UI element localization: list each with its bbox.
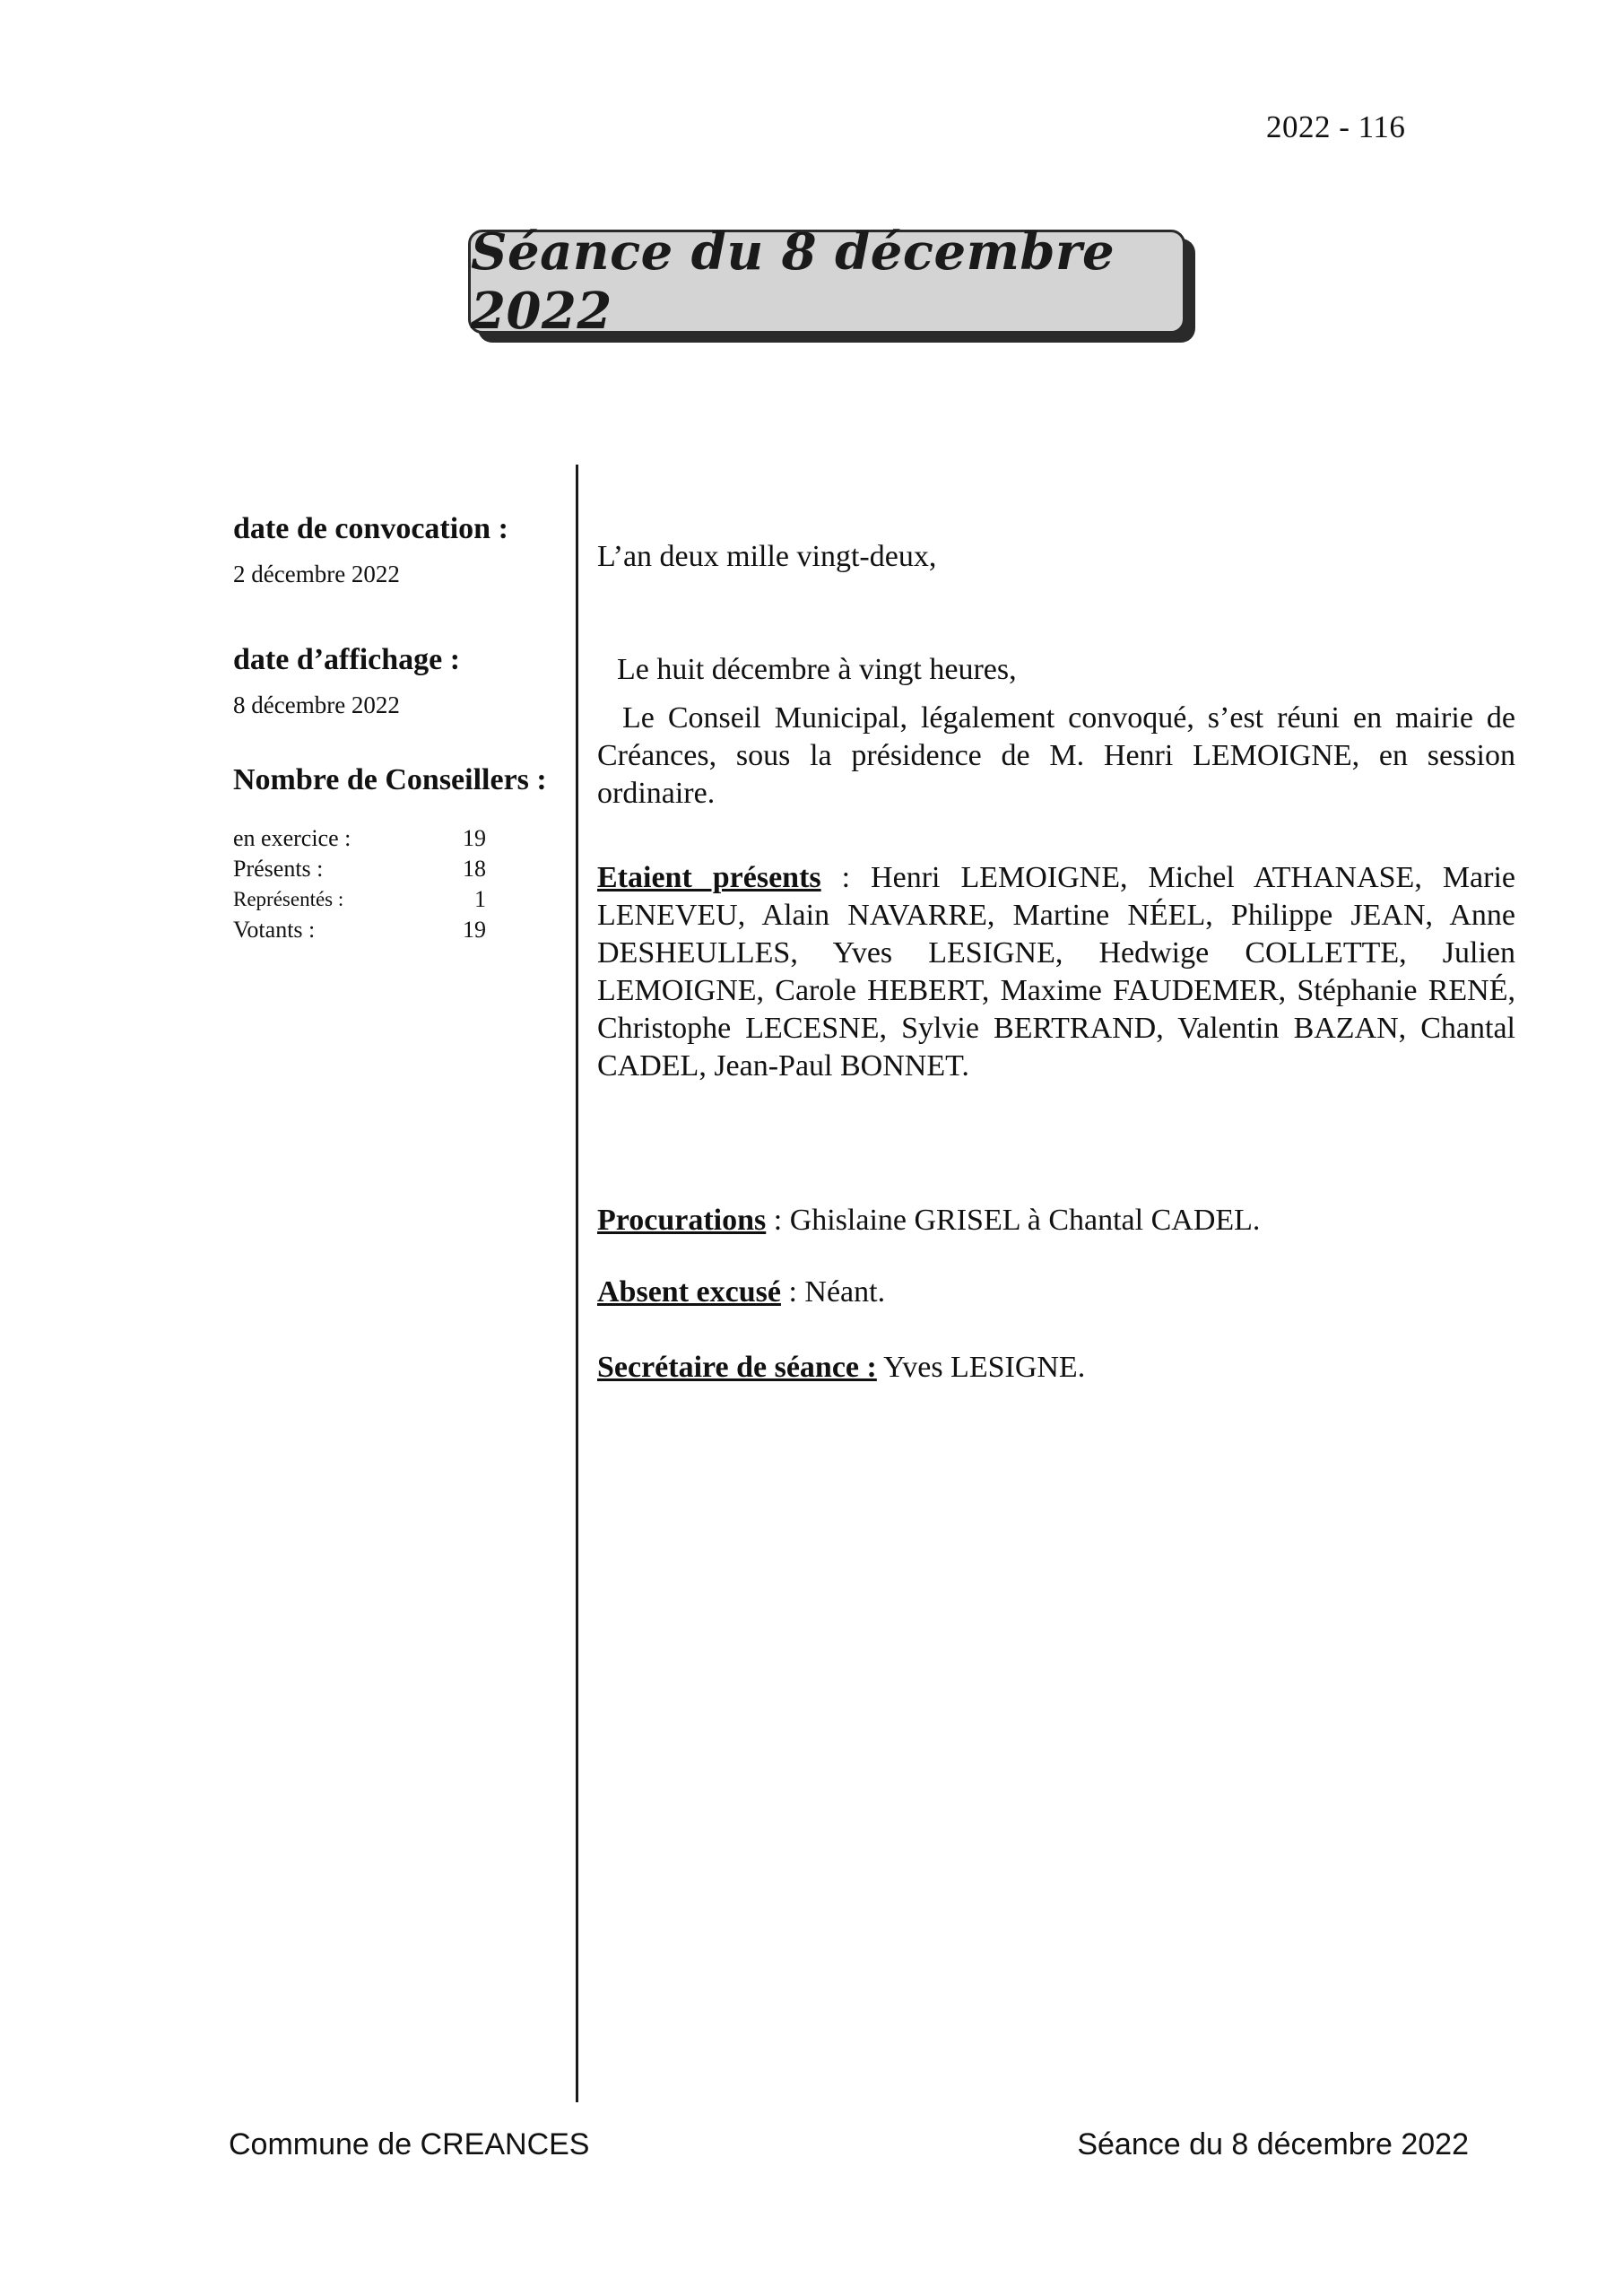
title-box [468, 222, 1185, 341]
secretary-label: Secrétaire de séance : [597, 1351, 877, 1384]
count-label: Représentés : [233, 888, 344, 911]
count-row-representes [233, 884, 486, 915]
conseillers-counts [233, 823, 574, 945]
count-row-votants [233, 915, 486, 945]
count-value: 19 [463, 825, 486, 852]
conseillers-label: Nombre de Conseillers : [233, 762, 547, 796]
proxy-label: Procurations [597, 1204, 767, 1237]
column-divider [576, 465, 578, 2102]
attendees-paragraph [597, 859, 1515, 1085]
count-label: Présents : [233, 856, 324, 883]
proxy-paragraph [597, 1202, 1515, 1239]
affichage-date: 8 décembre 2022 [233, 691, 400, 718]
attendees-list: : Henri LEMOIGNE, Michel ATHANASE, Marie LENEVEU, Alain NAVARRE, Martine NÉEL, Philippe JEAN, Anne DESHEULLES, Yves LESIGNE, Hedwige COLLETTE, Julien LEMOIGNE, Carole HEBERT, Maxime FAUDEMER, Stéphanie RENÉ, Christophe LECESNE, Sylvie BERTRAND, Valentin BAZAN, Chantal CADEL, Jean-Paul BONNET. [597, 861, 1515, 1083]
count-row-exercice [233, 823, 486, 854]
count-label: en exercice : [233, 825, 352, 852]
convocation-label: date de convocation : [233, 512, 508, 545]
footer-session: Séance du 8 décembre 2022 [1077, 2127, 1469, 2161]
convocation-date: 2 décembre 2022 [233, 560, 400, 587]
secretary-text: Yves LESIGNE. [876, 1351, 1086, 1384]
meeting-body [597, 538, 1515, 1387]
affichage-label: date d’affichage : [233, 642, 461, 676]
time-paragraph: Le huit décembre à vingt heures, [617, 653, 1017, 686]
secretary-paragraph [597, 1349, 1515, 1387]
count-value: 19 [463, 917, 486, 944]
count-value: 1 [474, 886, 486, 913]
count-label: Votants : [233, 917, 316, 944]
absent-paragraph [597, 1274, 1515, 1311]
footer-commune: Commune de CREANCES [229, 2127, 590, 2161]
intro-paragraph: L’an deux mille vingt-deux, [597, 540, 937, 573]
meeting-info-sidebar [233, 511, 574, 945]
count-row-presents [233, 854, 486, 884]
attendees-label: Etaient présents [597, 861, 821, 894]
council-paragraph: Le Conseil Municipal, légalement convoqué, s’est réuni en mairie de Créances, sous la présidence de M. Henri LEMOIGNE, en session ordinaire. [597, 701, 1515, 810]
absent-label: Absent excusé [597, 1275, 781, 1309]
absent-text: : Néant. [780, 1275, 886, 1309]
page-title: Séance du 8 décembre 2022 [471, 222, 1115, 341]
page-number: 2022 - 116 [1266, 109, 1406, 144]
proxy-text: : Ghislaine GRISEL à Chantal CADEL. [766, 1204, 1261, 1237]
count-value: 18 [463, 856, 486, 883]
